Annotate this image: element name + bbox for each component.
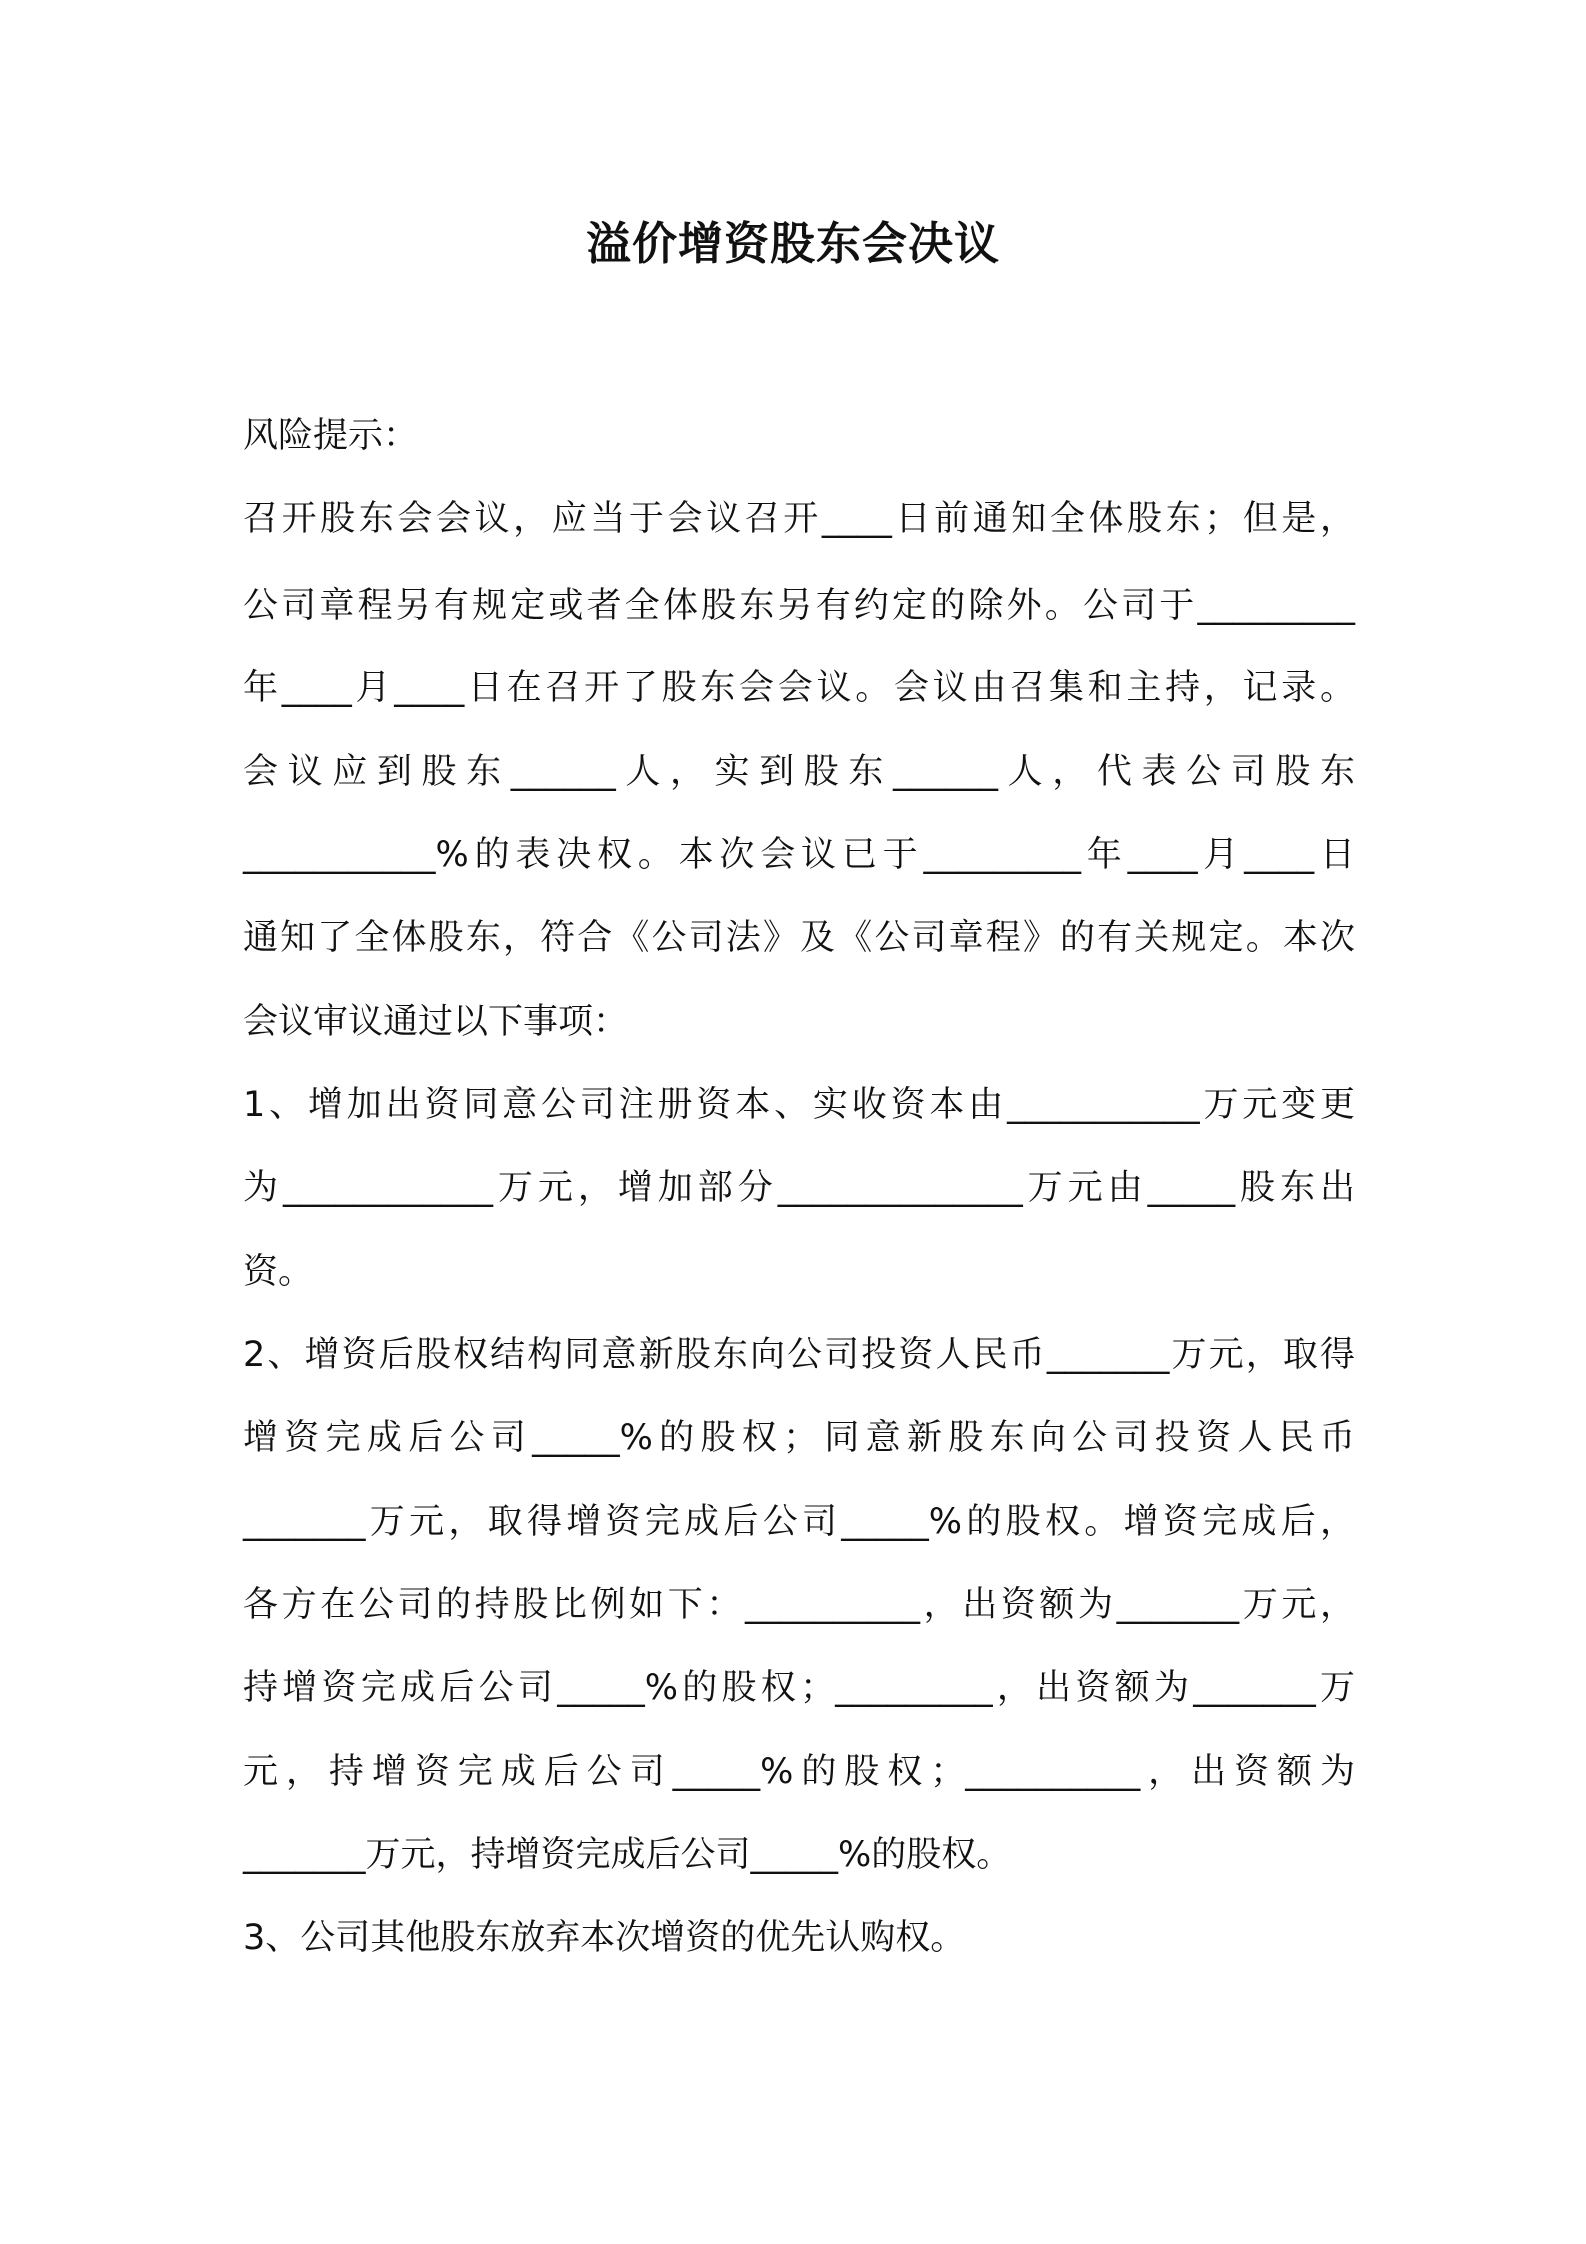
item-2-line-6: 元，持增资完成后公司_____%的股权；__________，出资额为 [243, 1752, 1355, 1792]
item-2-line-2: 增资完成后公司_____%的股权；同意新股东向公司投资人民币 [243, 1418, 1355, 1458]
item-2-line-1: 2、增资后股权结构同意新股东向公司投资人民币_______万元，取得 [243, 1335, 1355, 1375]
item-2-line-5: 持增资完成后公司_____%的股权；_________，出资额为_______万 [243, 1668, 1355, 1708]
body-line-1: 召开股东会会议，应当于会议召开____日前通知全体股东；但是， [243, 499, 1355, 539]
item-1-line-2: 为____________万元，增加部分______________万元由_____股东出 [243, 1168, 1355, 1208]
item-3-line-1: 3、公司其他股东放弃本次增资的优先认购权。 [243, 1918, 966, 1958]
body-line-7: 会议审议通过以下事项： [243, 1002, 629, 1042]
risk-notice-heading: 风险提示： [243, 416, 419, 456]
body-line-4: 会议应到股东______人，实到股东______人，代表公司股东 [243, 752, 1355, 792]
document-title: 溢价增资股东会决议 [585, 217, 1000, 270]
item-2-line-4: 各方在公司的持股比例如下：__________，出资额为_______万元， [243, 1585, 1355, 1625]
body-line-3: 年____月____日在召开了股东会会议。会议由召集和主持，记录。 [243, 668, 1355, 708]
item-2-line-3: _______万元，取得增资完成后公司_____%的股权。增资完成后， [243, 1502, 1355, 1542]
item-1-line-1: 1、增加出资同意公司注册资本、实收资本由___________万元变更 [243, 1085, 1355, 1125]
body-line-6: 通知了全体股东，符合《公司法》及《公司章程》的有关规定。本次 [243, 918, 1355, 958]
item-1-line-3: 资。 [243, 1252, 314, 1292]
body-line-2: 公司章程另有规定或者全体股东另有约定的除外。公司于_________ [243, 586, 1355, 626]
item-2-line-7: _______万元，持增资完成后公司_____%的股权。 [243, 1835, 1012, 1875]
body-line-5: ___________%的表决权。本次会议已于_________年____月____日 [243, 835, 1355, 875]
